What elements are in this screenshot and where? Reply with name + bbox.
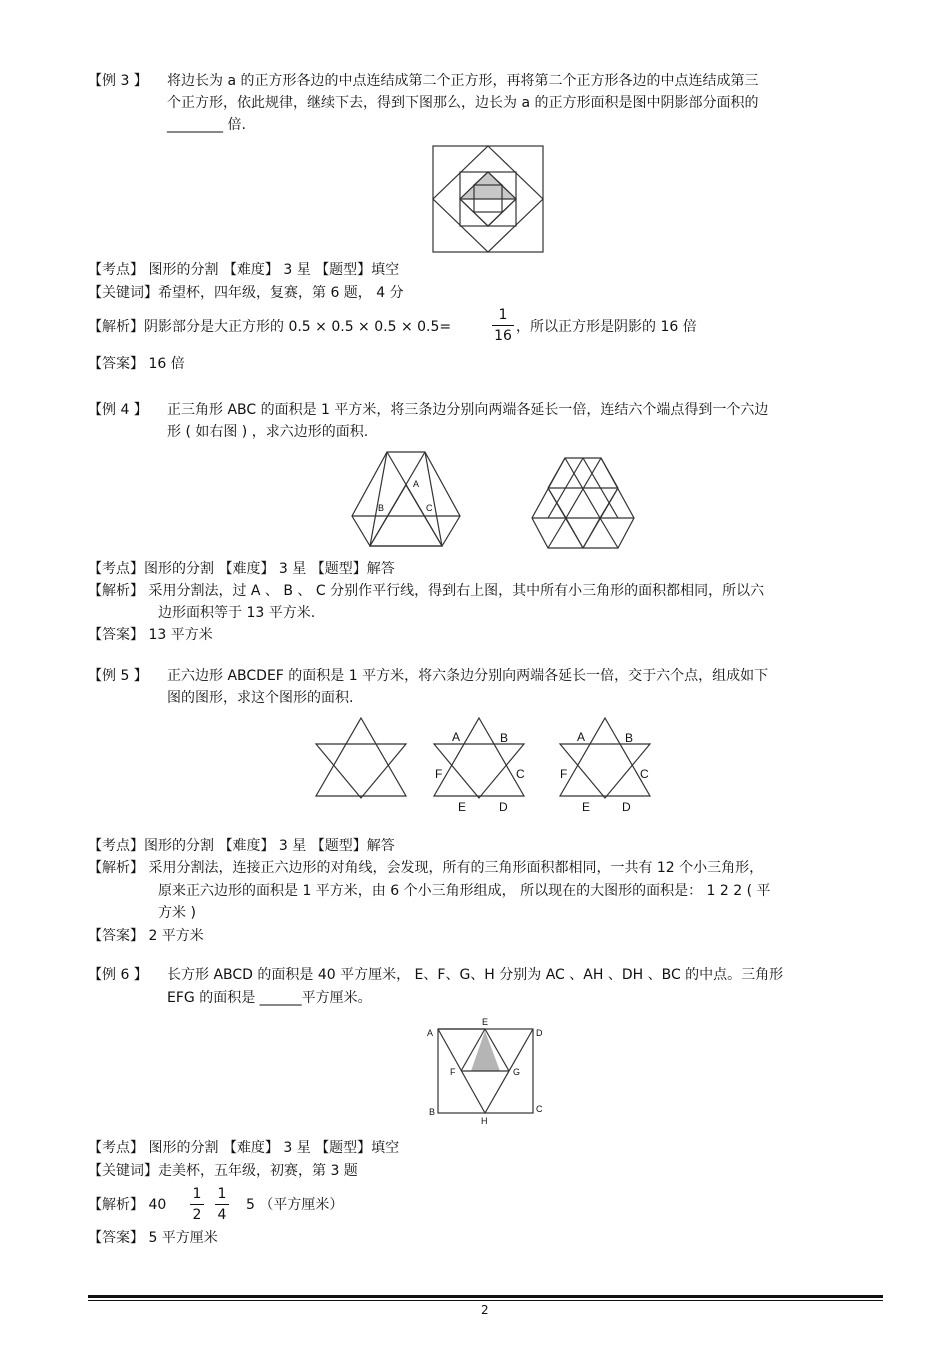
ex5a-label-f: F	[435, 767, 443, 781]
footer-rule-thick	[88, 1295, 883, 1298]
ex6-rectangle-figure	[425, 1016, 547, 1128]
ex5a-label-a: A	[452, 730, 461, 744]
ex5-line1: 正六边形 ABCDEF 的面积是 1 平方米，将六条边分别向两端各延长一倍，交于六个点，组成如下	[167, 668, 769, 684]
ex6-line1: 长方形 ABCD 的面积是 40 平方厘米， E、F、G、H 分别为 AC 、AH 、DH 、BC 的中点。三角形	[167, 967, 784, 983]
ex5b-label-a: A	[577, 730, 586, 744]
ex3-line1: 将边长为 a 的正方形各边的中点连结成第二个正方形，再将第二个正方形各边的中点连结成第三	[167, 73, 759, 89]
ex3-analysis-post: ，所以正方形是阴影的 16 倍	[516, 319, 697, 335]
ex6-tag: 【例 6 】	[88, 967, 148, 983]
ex6-label-d: D	[536, 1028, 543, 1038]
ex3-line3: ________ 倍.	[167, 117, 246, 133]
ex3-meta-topic: 【考点】 图形的分割 【难度】 3 星 【题型】填空	[88, 262, 400, 278]
ex5b-label-d: D	[622, 800, 631, 814]
ex3-nested-squares-figure	[432, 145, 544, 253]
ex3-fraction-denominator: 16	[494, 328, 512, 344]
ex6-label-c: C	[536, 1104, 543, 1114]
page-number: 2	[481, 1303, 489, 1317]
ex3-line2: 个正方形，依此规律，继续下去，得到下图那么，边长为 a 的正方形面积是图中阴影部分面积的	[167, 95, 759, 111]
ex5a-label-d: D	[499, 800, 508, 814]
ex3-answer: 【答案】 16 倍	[88, 356, 185, 372]
ex6-fraction-2-denominator: 4	[217, 1207, 227, 1223]
ex6-label-a: A	[427, 1028, 434, 1038]
ex5-star-figure-labeled-2	[558, 716, 652, 814]
ex3-fraction-numerator: 1	[498, 307, 508, 323]
ex6-label-e: E	[482, 1017, 489, 1027]
ex6-fraction-1-numerator: 1	[192, 1186, 202, 1202]
ex6-analysis-pre: 【解析】 40	[88, 1197, 167, 1213]
ex5-meta-topic: 【考点】图形的分割 【难度】 3 星 【题型】解答	[88, 838, 395, 854]
ex4-analysis-line1: 【解析】 采用分割法，过 A 、 B 、 C 分别作平行线，得到右上图，其中所有小三角形的面积都相同，所以六	[88, 583, 765, 599]
ex5b-label-b: B	[625, 731, 634, 745]
ex5a-label-c: C	[516, 767, 525, 781]
ex4-label-b: B	[378, 503, 385, 513]
ex6-fraction-1	[190, 1185, 204, 1224]
ex5-analysis-line3: 方米 )	[158, 905, 196, 921]
ex6-answer: 【答案】 5 平方厘米	[88, 1230, 218, 1246]
ex6-label-g: G	[513, 1067, 521, 1077]
ex3-meta-keywords: 【关键词】希望杯，四年级，复赛，第 6 题， 4 分	[88, 285, 404, 301]
ex4-label-c: C	[426, 503, 433, 513]
ex6-meta-topic: 【考点】 图形的分割 【难度】 3 星 【题型】填空	[88, 1140, 400, 1156]
ex5b-label-c: C	[640, 767, 649, 781]
ex4-answer: 【答案】 13 平方米	[88, 627, 213, 643]
ex5b-label-e: E	[582, 800, 591, 814]
ex5b-label-f: F	[560, 767, 568, 781]
ex5-answer: 【答案】 2 平方米	[88, 928, 204, 944]
ex4-line1: 正三角形 ABC 的面积是 1 平方米，将三条边分别向两端各延长一倍，连结六个端点得到一个六边	[167, 402, 769, 418]
ex6-line2: EFG 的面积是 ______平方厘米。	[167, 990, 372, 1006]
ex5a-label-b: B	[500, 731, 509, 745]
ex6-fraction-1-denominator: 2	[192, 1207, 202, 1223]
ex5-analysis-line1: 【解析】 采用分割法，连接正六边形的对角线，会发现，所有的三角形面积都相同，一共有 12 个小三角形，	[88, 860, 764, 876]
ex6-meta-keywords: 【关键词】走美杯，五年级，初赛，第 3 题	[88, 1163, 358, 1179]
ex5-line2: 图的图形，求这个图形的面积.	[167, 690, 354, 706]
ex4-hexagon-figure-right	[530, 456, 636, 550]
ex6-fraction-2	[215, 1185, 229, 1224]
ex4-analysis-line2: 边形面积等于 13 平方米.	[158, 605, 316, 621]
ex4-hexagon-figure-left	[350, 450, 462, 548]
ex4-tag: 【例 4 】	[88, 402, 148, 418]
ex4-meta-topic: 【考点】图形的分割 【难度】 3 星 【题型】解答	[88, 561, 395, 577]
ex3-tag: 【例 3 】	[88, 73, 148, 89]
ex3-fraction	[492, 306, 514, 345]
ex6-label-b: B	[429, 1107, 436, 1117]
ex6-analysis-post: 5 （平方厘米）	[246, 1197, 344, 1213]
ex6-label-h: H	[481, 1116, 488, 1126]
ex4-label-a: A	[413, 479, 420, 489]
ex5-star-figure-plain	[314, 716, 408, 800]
ex3-analysis-pre: 【解析】阴影部分是大正方形的 0.5 × 0.5 × 0.5 × 0.5=	[88, 319, 452, 335]
ex6-label-f: F	[450, 1067, 456, 1077]
ex5a-label-e: E	[458, 800, 467, 814]
ex5-analysis-line2: 原来正六边形的面积是 1 平方米，由 6 个小三角形组成， 所以现在的大图形的面积是： 1 2 2 ( 平	[158, 883, 771, 899]
ex4-line2: 形 ( 如右图 ) ，求六边形的面积.	[167, 424, 369, 440]
ex5-tag: 【例 5 】	[88, 668, 148, 684]
ex6-fraction-2-numerator: 1	[217, 1186, 227, 1202]
ex5-star-figure-labeled-1	[432, 716, 526, 814]
